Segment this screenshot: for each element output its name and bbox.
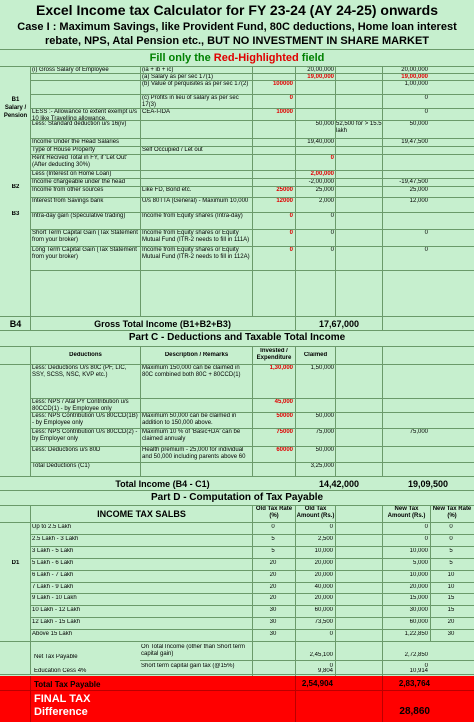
row-value-input: [253, 147, 293, 154]
col-description: Description / Remarks: [164, 352, 229, 358]
section-d1-label: D1: [11, 560, 20, 566]
row-value-new: 0: [424, 230, 428, 236]
row-value-old: 0: [330, 213, 334, 219]
row-value-new: 0: [424, 95, 428, 101]
row-value-old: 19,00,000: [307, 74, 334, 80]
slab-new-rate: 10: [447, 571, 455, 578]
slab-old-rate: 30: [269, 631, 277, 638]
slab-old-rate: 30: [269, 607, 277, 614]
row-detail: [142, 171, 251, 178]
row-detail: Income from Equity shares or Equity Mutual Fund (ITR-2 needs to fill in 112A): [142, 247, 250, 260]
col-old-rate: Old Tax Rate (%): [255, 506, 293, 519]
row-label: Income from other sources: [32, 187, 104, 193]
row-detail: Income from Equity shares or Equity Mutual Fund (ITR-2 needs to fill in 111A): [142, 230, 250, 243]
row-detail: (b) Value of perquisites as per sec 17(2): [142, 81, 249, 87]
slab-new-amount: 1,22,850: [404, 631, 428, 638]
row-label: Income chargeable under the head: [32, 179, 126, 185]
row-detail: Like FD, Bond etc.: [142, 187, 192, 193]
deduction-label: Less: NPS Contribution U/s 80CCD(2) - by Employer only: [32, 429, 138, 442]
row-value-new: 0: [424, 109, 428, 115]
section-b3-label: B3: [11, 211, 20, 217]
slab-new-amount: 60,000: [409, 619, 428, 626]
fill-note-prefix: Fill only the: [149, 52, 214, 64]
deduction-claimed: 1,50,000: [310, 365, 334, 371]
stcg-new: 0: [424, 663, 428, 669]
cess-new: 10,914: [409, 668, 428, 674]
part-c-heading: Part C - Deductions and Taxable Total Income: [128, 332, 346, 343]
slab-new-amount: 0: [424, 524, 428, 530]
row-value-new: 12,000: [409, 198, 428, 204]
row-detail: (a) Salary as per sec 17(1): [142, 74, 214, 80]
deduction-remark: [142, 399, 251, 412]
row-detail: (c) Profits in lieu of salary as per sec 17(3): [142, 95, 239, 108]
slab-old-rate: 0: [271, 524, 275, 530]
row-value-input: 10000: [276, 109, 293, 115]
row-value-old: 2,00,000: [310, 171, 334, 177]
deduction-invested: 45,000: [274, 399, 293, 405]
slab-range: Above 15 Lakh: [32, 631, 73, 638]
deduction-invested: 50000: [276, 413, 293, 419]
row-value-old: 20,00,000: [307, 67, 334, 73]
row-label: LESS :- Allowance to extent exempt u/s 10 like Travelling allowance,: [32, 109, 138, 120]
gross-total-label: Gross Total Income (B1+B2+B3): [94, 319, 231, 329]
row-label: Less: Standard deduction u/s 16(iv): [32, 121, 127, 127]
deduction-label: Less: NPS Contribution U/s 80CCD(1B) - by Employee only: [32, 413, 138, 426]
slab-old-rate: 20: [269, 583, 277, 590]
section-b1-label: B1 Salary / Pension: [3, 97, 28, 119]
row-value-old: 2,000: [318, 198, 334, 204]
deduction-claimed: 3,25,000: [310, 463, 334, 469]
slab-range: 5 Lakh - 6 Lakh: [32, 559, 74, 566]
deduction-label: Less: NPS / Atal PY Contribution u/s 80CCD(1) - by Employee only: [32, 399, 129, 412]
row-detail: (ia + ib + ic): [142, 67, 174, 73]
row-value-new: 1,00,000: [404, 81, 428, 87]
deduction-remark: Maximum 50,000 can be claimed in addition to 150,000 above.: [142, 413, 237, 426]
row-label: Short Term Capital Gain (Tax Statement from your broker): [32, 230, 138, 243]
deduction-invested: [253, 463, 293, 476]
gross-total-value: 17,67,000: [318, 319, 360, 329]
deduction-label: Total Deductions (C1): [32, 463, 90, 469]
row-label: Interest from Savings bank: [32, 198, 104, 204]
row-value-input: [253, 139, 293, 146]
slab-old-amount: 2,500: [317, 535, 333, 542]
slab-range: 9 Lakh - 10 Lakh: [32, 595, 77, 602]
row-value-old: 0: [330, 155, 334, 161]
row-value-input: 25000: [276, 187, 293, 193]
slab-old-rate: 5: [271, 535, 275, 542]
total-tax-new: 2,83,764: [398, 679, 430, 688]
row-value-old: 0: [330, 230, 334, 236]
stcg-old: 0: [329, 663, 333, 669]
col-claimed: Claimed: [303, 352, 328, 358]
slab-new-amount: 10,000: [409, 547, 428, 554]
net-tax-desc: On Total Income (other than Short term capital gain): [141, 644, 245, 657]
final-tax-label: FINAL TAX Difference: [34, 693, 91, 718]
net-tax-new: 2,72,850: [404, 652, 428, 658]
net-tax-label: Net Tax Payable: [34, 654, 78, 660]
deduction-claimed: 50,000: [315, 413, 334, 419]
slab-old-amount: 73,500: [314, 619, 333, 626]
row-value-old: 0: [330, 247, 334, 253]
row-value-new: 20,00,000: [401, 67, 428, 73]
row-detail: [142, 155, 251, 170]
slab-old-rate: 20: [269, 571, 277, 578]
row-value-old: [296, 95, 334, 108]
slab-range: 10 Lakh - 12 Lakh: [32, 607, 81, 614]
slab-old-amount: 0: [329, 524, 333, 530]
slab-new-rate: 15: [447, 595, 455, 602]
slab-range: 12 Lakh - 15 Lakh: [32, 619, 81, 626]
final-tax-value: 28,860: [399, 706, 430, 717]
row-value-input: 100000: [272, 81, 293, 87]
row-value-note: 52,500 for > 15.5 lakh: [336, 121, 382, 134]
section-b2-label: B2: [11, 184, 20, 190]
row-value-new: 19,00,000: [401, 74, 428, 80]
row-label: Type of House Property: [32, 147, 96, 153]
deduction-invested: 75000: [276, 429, 293, 435]
cess-label: Education Cess 4%: [34, 668, 87, 674]
slab-new-rate: 15: [447, 607, 455, 614]
deduction-new: 75,000: [409, 429, 428, 435]
fill-note-suffix: field: [298, 52, 325, 64]
col-old-amount: Old Tax Amount (Rs.): [296, 506, 335, 519]
slab-old-amount: 20,000: [314, 595, 333, 602]
case-description: Case I : Maximum Savings, like Provident Fund, 80C deductions, Home loan interest rebate, NPS, Atal Pension etc., BUT NO INVESTMENT IN SHARE MARKET: [17, 21, 457, 47]
fill-note-highlight: Red-Highlighted: [213, 52, 299, 64]
total-income-new: 19,09,500: [407, 479, 449, 489]
slab-new-rate: 5: [449, 559, 453, 566]
row-value-input: 0: [289, 230, 293, 236]
row-value-input: 0: [289, 213, 293, 219]
row-label: Income Under the Head Salaries: [32, 139, 120, 145]
col-deductions: Deductions: [69, 352, 102, 358]
deduction-remark: Maximum 150,000 can be claimed in 80C combined both 80C + 80CCD(1): [142, 365, 241, 378]
row-value-old: -2,00,000: [308, 179, 334, 185]
slab-old-amount: 20,000: [314, 571, 333, 578]
deduction-claimed: [296, 399, 334, 412]
row-detail: [142, 121, 251, 138]
deduction-label: Less: Deductions u/s 80D: [32, 447, 101, 453]
row-value-new: [383, 213, 428, 229]
slab-new-amount: 0: [424, 535, 428, 542]
part-d-heading: Part D - Computation of Tax Payable: [150, 492, 324, 503]
deduction-remark: [142, 463, 251, 476]
col-new-amount: New Tax Amount (Rs.): [387, 506, 426, 519]
slab-new-rate: 10: [447, 583, 455, 590]
row-label: Long Term Capital Gain (Tax Statement from your broker): [32, 247, 137, 260]
slab-range: Up to 2.5 Lakh: [32, 524, 72, 530]
row-detail: Self Occupied / Let out: [142, 147, 203, 153]
row-value-input: 0: [289, 95, 293, 101]
row-value-new: 25,000: [409, 187, 428, 193]
row-value-new: 19,47,500: [401, 139, 428, 145]
total-tax-old: 2,54,904: [301, 679, 333, 688]
slab-range: 3 Lakh - 5 Lakh: [32, 547, 74, 554]
row-detail: Income from Equity shares (Intra-day): [142, 213, 243, 219]
row-value-old: 19,40,000: [307, 139, 334, 145]
row-detail: U/s 80TTA (General) - Maximum 10,000: [142, 198, 249, 204]
slab-old-rate: 20: [269, 559, 277, 566]
row-label: [32, 81, 139, 94]
row-label: Intra-day gain (Speculative trading): [32, 213, 126, 219]
slab-new-amount: 10,000: [409, 571, 428, 578]
slab-range: 7 Lakh - 9 Lakh: [32, 583, 74, 590]
deduction-remark: Health premium - 25,000 for individual and 50,000 including parents above 60: [142, 447, 246, 460]
stcg-desc: Short term capital gain tax (@15%): [141, 663, 235, 669]
row-value-old: 25,000: [315, 187, 334, 193]
slab-old-rate: 30: [269, 619, 277, 626]
total-tax-label: Total Tax Payable: [34, 680, 101, 689]
col-invested: Invested / Expenditure: [256, 348, 292, 361]
row-value-input: [253, 179, 293, 186]
fill-note: [0, 52, 474, 65]
slab-new-rate: 30: [447, 631, 455, 638]
slab-old-amount: 60,000: [314, 607, 333, 614]
section-b4-label: B4: [9, 319, 22, 329]
deduction-label: Less: Deductions U/s 80C (PF, LIC, SSY, SCSS, NSC, KVP etc.): [32, 365, 127, 378]
row-value-new: [383, 171, 428, 178]
row-value-new: 50,000: [409, 121, 428, 127]
slab-new-rate: 0: [449, 524, 453, 530]
slab-title: INCOME TAX SALBS: [97, 509, 186, 519]
row-value-new: [383, 155, 428, 170]
deduction-remark: Maximum 10 % of 'Basic+DA' can be claimed annualy: [142, 429, 241, 442]
total-income-label: Total Income (B4 - C1): [115, 479, 210, 489]
row-value-old: [296, 147, 334, 154]
slab-new-rate: 5: [449, 547, 453, 554]
row-value-input: 0: [289, 247, 293, 253]
slab-old-amount: 0: [329, 631, 333, 638]
deduction-invested: 1,30,000: [269, 365, 293, 371]
slab-old-rate: 5: [271, 547, 275, 554]
cess-old: 9,804: [317, 668, 333, 674]
row-value-new: [383, 147, 428, 154]
row-value-input: [253, 171, 293, 178]
row-label: (i) Gross Salary of Employee: [32, 67, 109, 73]
row-value-new: -19,47,500: [399, 179, 428, 185]
row-value-input: 12000: [276, 198, 293, 204]
slab-old-rate: 20: [269, 595, 277, 602]
row-detail: [142, 179, 251, 186]
deduction-invested: 60000: [276, 447, 293, 453]
row-value-input: [253, 121, 293, 138]
total-income-old: 14,42,000: [318, 479, 360, 489]
col-new-rate: New Tax Rate (%): [432, 506, 472, 519]
slab-new-amount: 5,000: [412, 559, 428, 566]
row-detail: [142, 139, 251, 146]
slab-new-amount: 15,000: [409, 595, 428, 602]
row-value-new: 0: [424, 247, 428, 253]
row-label: Less (Interest on Home Loan): [32, 171, 112, 177]
slab-range: 6 Lakh - 7 Lakh: [32, 571, 74, 578]
slab-new-amount: 20,000: [409, 583, 428, 590]
row-value-input: [253, 155, 293, 170]
deduction-claimed: 50,000: [315, 447, 334, 453]
page-title: Excel Income tax Calculator for FY 23-24 (AY 24-25) onwards: [35, 2, 438, 18]
row-detail: CEA-I-IDA: [142, 109, 171, 115]
row-label: [32, 95, 139, 108]
row-label: Rent Recived Total in FY, if 'Let Out' (After deducting 30%): [32, 155, 128, 168]
slab-old-amount: 40,000: [314, 583, 333, 590]
slab-new-rate: 20: [447, 619, 455, 626]
slab-old-amount: 20,000: [314, 559, 333, 566]
slab-old-amount: 10,000: [314, 547, 333, 554]
row-value-old: 50,000: [315, 121, 334, 127]
row-value-old: [296, 109, 334, 120]
net-tax-old: 2,45,100: [309, 652, 333, 658]
slab-range: 2.5 Lakh - 3 Lakh: [32, 535, 79, 542]
row-value-old: [296, 81, 334, 94]
deduction-claimed: 75,000: [315, 429, 334, 435]
slab-new-rate: 0: [449, 535, 453, 542]
slab-new-amount: 30,000: [409, 607, 428, 614]
